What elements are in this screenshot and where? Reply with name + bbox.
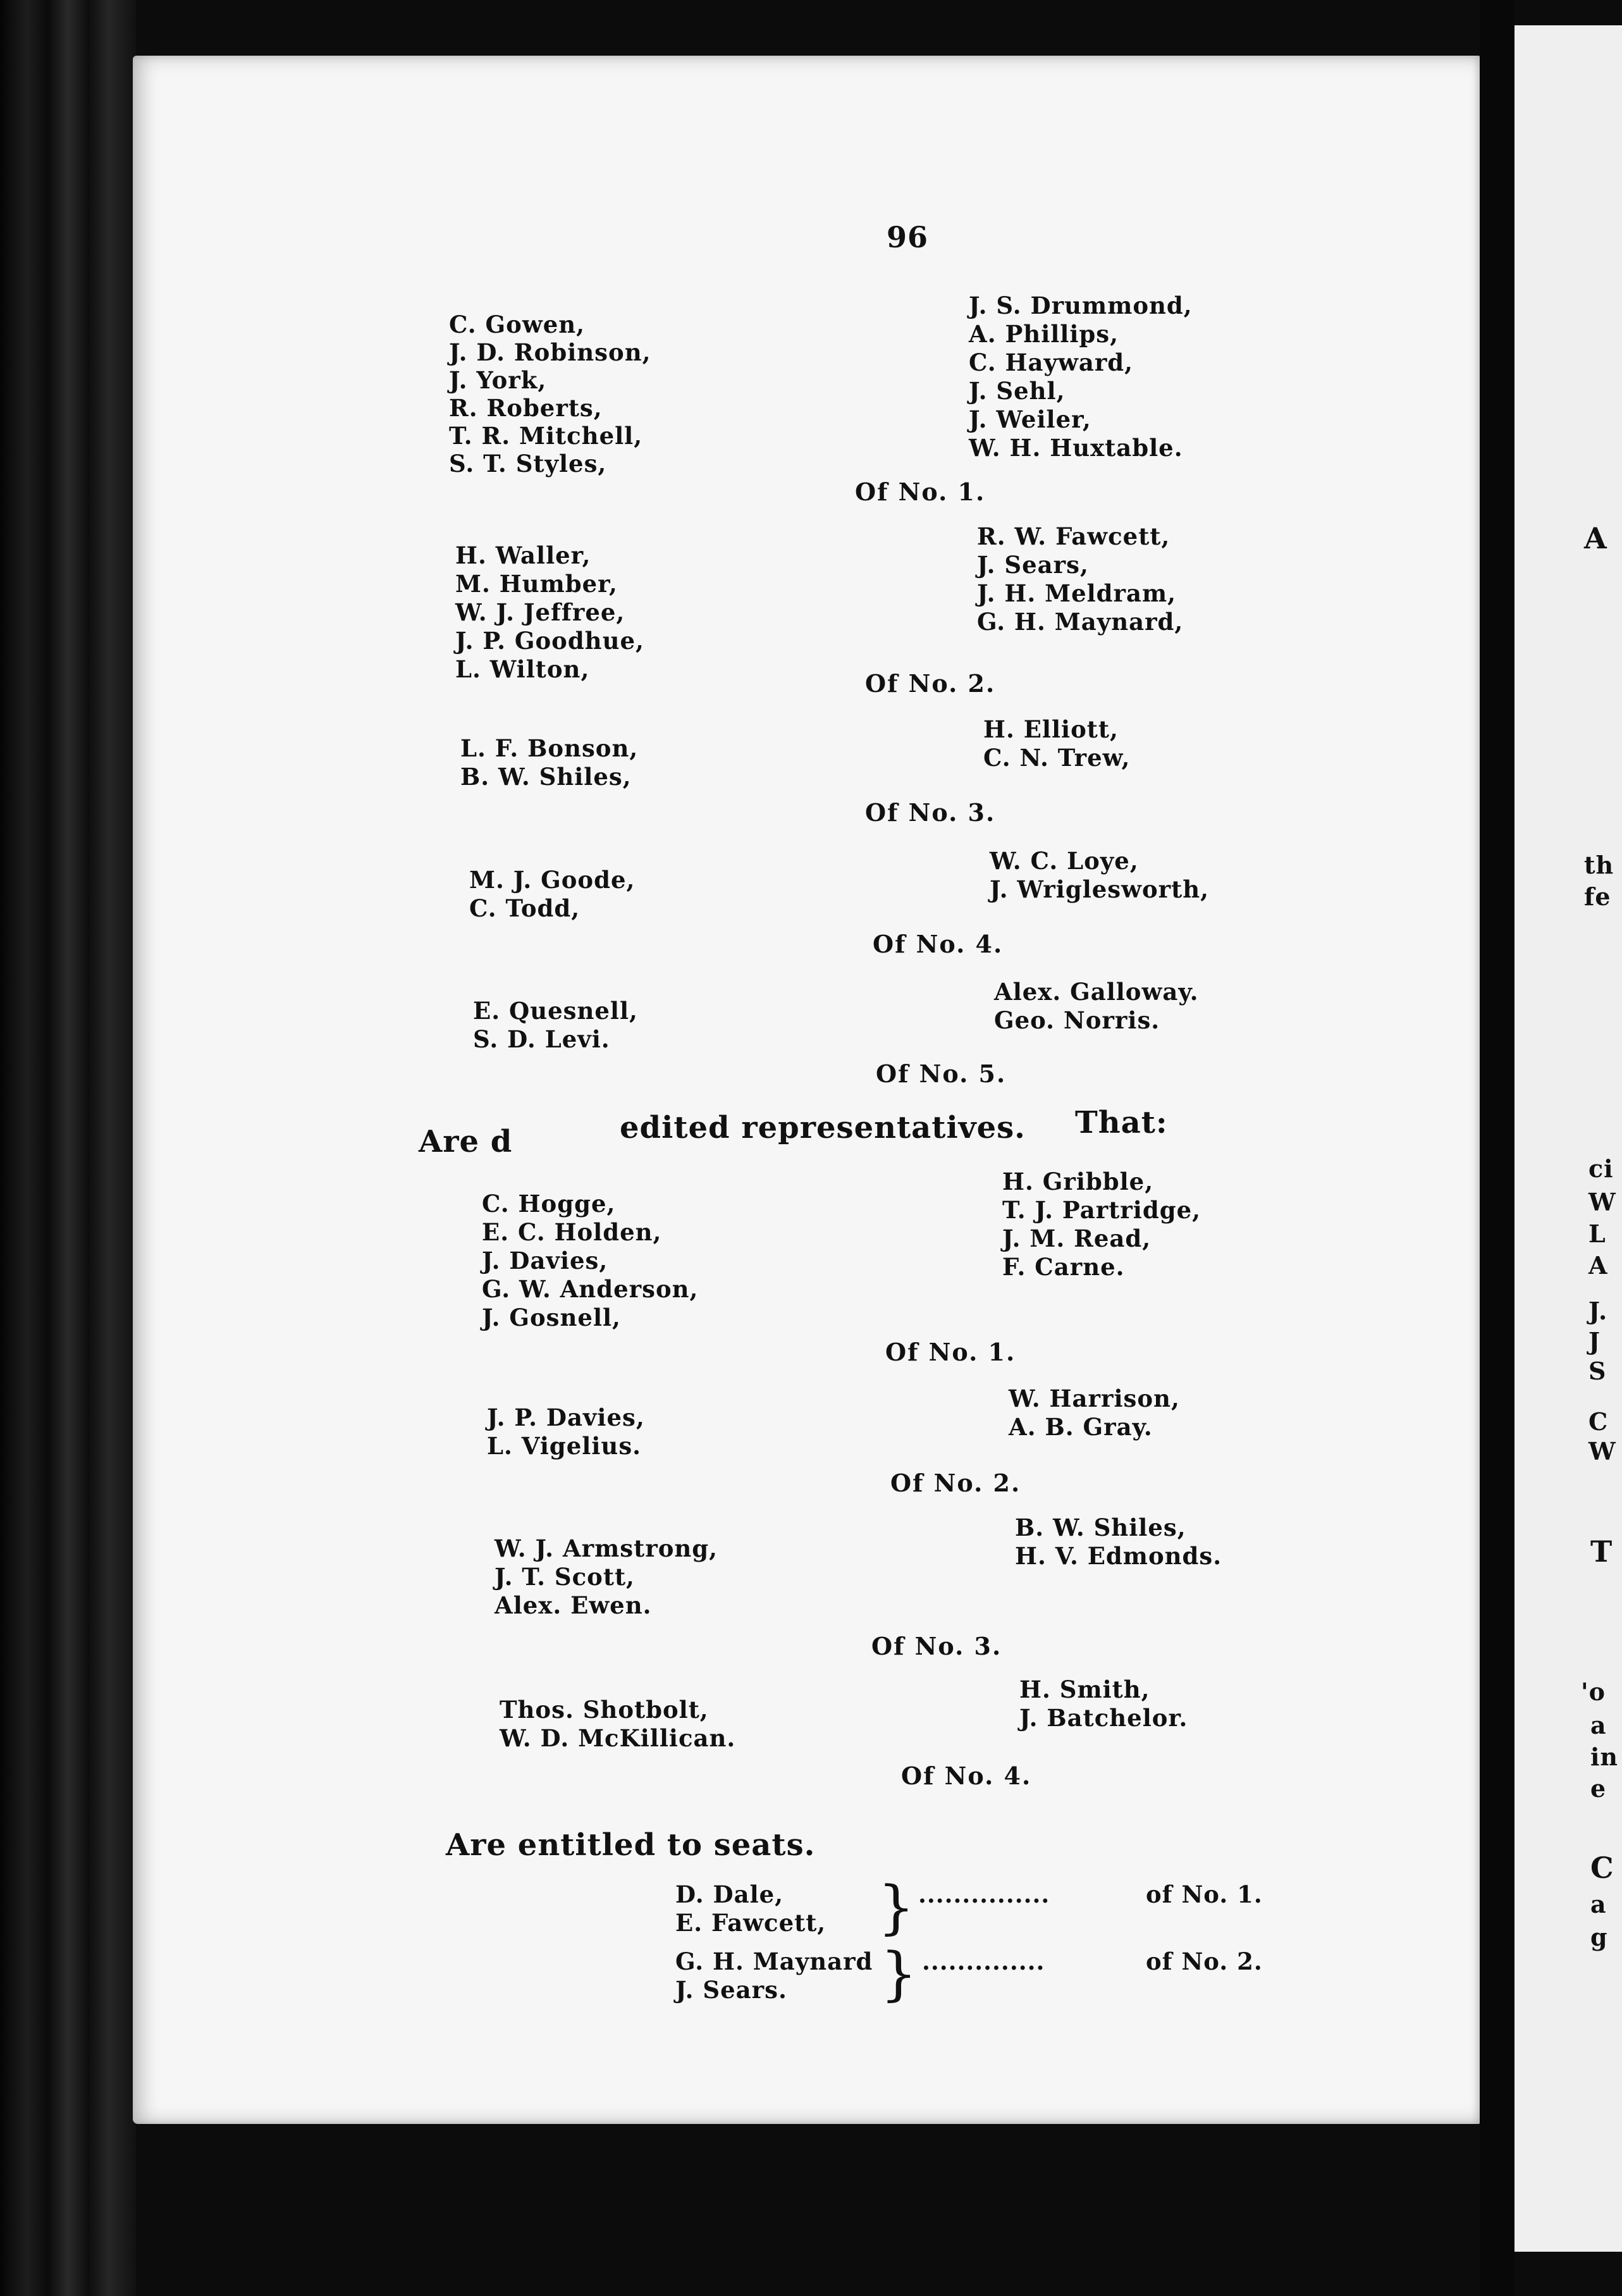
right-name: Alex. Galloway. [994,978,1199,1006]
lodge-number: Of No. 2. [890,1469,1021,1497]
right-name: J. Wriglesworth, [990,875,1210,903]
page-gutter [1480,0,1514,2296]
left-name: R. Roberts, [449,394,603,422]
left-name: E. C. Holden, [482,1218,662,1246]
neighbor-fragment: S [1588,1357,1607,1385]
right-name: T. J. Partridge, [1002,1196,1201,1224]
left-name: H. Waller, [455,541,591,569]
seat-name: E. Fawcett, [675,1909,826,1937]
left-name: W. J. Jeffree, [455,598,625,626]
brace-icon: } [880,1940,918,2008]
left-name: L. Vigelius. [487,1432,642,1460]
left-name: M. Humber, [455,570,618,598]
left-name: J. P. Davies, [487,1404,645,1431]
neighbor-fragment: a [1590,1890,1607,1918]
seat-lodge: of No. 2. [1146,1947,1263,1975]
left-name: J. D. Robinson, [449,338,651,366]
lodge-number: Of No. 3. [865,798,996,827]
left-name: B. W. Shiles, [460,763,632,791]
left-name: Thos. Shotbolt, [500,1696,709,1724]
right-name: H. Smith, [1019,1676,1150,1703]
right-name: W. H. Huxtable. [969,434,1183,462]
seat-name: D. Dale, [675,1880,784,1908]
left-name: G. W. Anderson, [482,1275,699,1303]
left-name: C. Todd, [469,894,581,922]
neighbor-fragment: A [1584,521,1607,555]
right-name: C. N. Trew, [983,744,1131,772]
neighbor-fragment: in [1590,1743,1619,1771]
right-name: J. Sears, [977,551,1089,579]
right-name: J. M. Read, [1002,1225,1152,1252]
left-name: J. Gosnell, [482,1304,621,1331]
left-name: C. Hogge, [482,1190,616,1218]
page-number: 96 [887,220,929,254]
left-name: Alex. Ewen. [495,1591,652,1619]
left-name: M. J. Goode, [469,866,636,894]
left-name: L. F. Bonson, [460,734,639,762]
left-name: J. P. Goodhue, [455,627,644,655]
section-heading-start: Are d [419,1124,513,1159]
seat-name: G. H. Maynard [675,1947,873,1975]
left-name: C. Gowen, [449,311,586,338]
neighbor-fragment: a [1590,1711,1607,1739]
right-name: C. Hayward, [969,349,1134,376]
right-name: J. S. Drummond, [969,292,1193,319]
right-name: A. B. Gray. [1009,1413,1153,1441]
neighbor-fragment: W [1588,1437,1616,1466]
left-name: S. D. Levi. [473,1025,610,1053]
neighbor-fragment: J. [1588,1297,1608,1325]
left-name: L. Wilton, [455,655,590,683]
neighbor-fragment: C [1588,1407,1609,1436]
left-name: T. R. Mitchell, [449,422,643,450]
section-heading-end: edited representatives. [620,1110,1026,1145]
right-name: J. Sehl, [969,377,1066,405]
right-name: W. C. Loye, [990,847,1139,875]
leader-dots: .............. [922,1947,1045,1975]
neighbor-fragment: J [1588,1327,1600,1355]
left-name: W. D. McKillican. [500,1724,736,1752]
lodge-number: Of No. 4. [901,1762,1032,1790]
lodge-number: Of No. 3. [871,1632,1002,1660]
lodge-number: Of No. 4. [873,930,1004,958]
lodge-number: Of No. 1. [885,1338,1016,1366]
left-name: J. York, [449,366,547,394]
lodge-number: Of No. 2. [865,669,996,698]
neighbor-fragment: fe [1584,882,1611,911]
right-name: R. W. Fawcett, [977,522,1170,550]
seat-lodge: of No. 1. [1146,1880,1263,1908]
left-name: W. J. Armstrong, [495,1534,718,1562]
left-name: E. Quesnell, [473,997,638,1025]
leader-dots: ............... [918,1880,1050,1908]
right-name: Geo. Norris. [994,1006,1160,1034]
neighbor-fragment: ci [1588,1154,1614,1183]
right-name: H. V. Edmonds. [1015,1542,1222,1570]
lodge-number: Of No. 1. [855,478,986,506]
right-name: F. Carne. [1002,1253,1125,1281]
neighbor-fragment: e [1590,1774,1607,1803]
neighbor-fragment: C [1590,1851,1614,1885]
left-name: J. T. Scott, [495,1563,635,1591]
neighbor-fragment: L [1588,1219,1606,1248]
left-name: J. Davies, [482,1247,608,1275]
neighbor-fragment: 'o [1581,1677,1606,1706]
right-name: J. H. Meldram, [977,579,1177,607]
book-binding [0,0,136,2296]
right-name: W. Harrison, [1009,1385,1180,1412]
document-page [133,56,1480,2124]
brace-icon: } [878,1873,915,1941]
right-name: G. H. Maynard, [977,608,1184,636]
section-heading-that: That: [1075,1105,1168,1140]
neighbor-fragment: g [1590,1923,1608,1951]
right-name: A. Phillips, [969,320,1119,348]
neighbor-fragment: th [1584,851,1614,879]
right-name: J. Weiler, [969,405,1091,433]
neighbor-fragment: T [1590,1534,1613,1569]
right-name: H. Elliott, [983,715,1119,743]
lodge-number: Of No. 5. [876,1059,1007,1088]
seat-name: J. Sears. [675,1976,787,2004]
neighbor-fragment: W [1588,1188,1616,1216]
right-name: J. Batchelor. [1019,1704,1188,1732]
section-heading-seats: Are entitled to seats. [446,1827,816,1863]
left-name: S. T. Styles, [449,450,607,478]
neighbor-fragment: A [1588,1251,1608,1280]
right-name: B. W. Shiles, [1015,1514,1186,1541]
right-name: H. Gribble, [1002,1168,1154,1195]
ink-blot [536,1118,611,1168]
